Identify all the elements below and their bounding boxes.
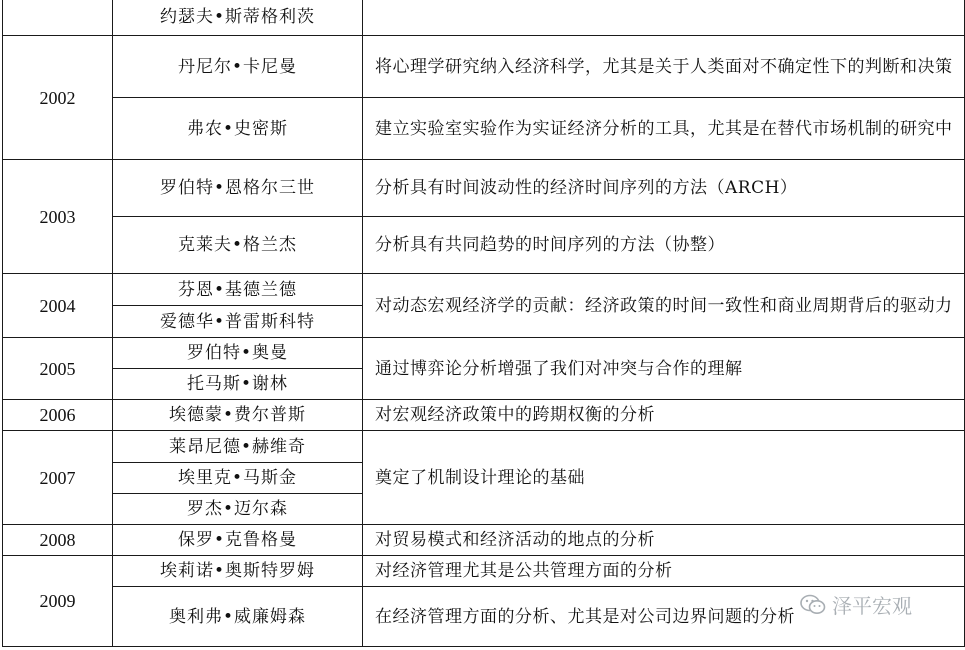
contribution-cell: 通过博弈论分析增强了我们对冲突与合作的理解 (363, 338, 965, 400)
laureate-name: 弗农•史密斯 (113, 98, 363, 160)
table-row (3, 98, 965, 160)
laureate-name: 罗伯特•奥曼 (113, 338, 363, 369)
year-cell (3, 0, 113, 36)
watermark (800, 590, 912, 619)
contribution-cell: 奠定了机制设计理论的基础 (363, 431, 965, 525)
watermark-text: 泽平宏观 (832, 594, 912, 618)
year-cell: 2004 (3, 274, 113, 338)
laureate-name: 爱德华•普雷斯科特 (113, 306, 363, 338)
laureate-name: 芬恩•基德兰德 (113, 274, 363, 306)
laureate-name: 托马斯•谢林 (113, 369, 363, 400)
laureate-name: 埃里克•马斯金 (113, 463, 363, 494)
contribution-cell (363, 0, 965, 36)
table-row (3, 400, 965, 431)
table-row (3, 431, 965, 463)
laureate-name: 埃德蒙•费尔普斯 (113, 400, 363, 431)
year-cell: 2006 (3, 400, 113, 431)
contribution-cell: 将心理学研究纳入经济科学，尤其是关于人类面对不确定性下的判断和决策 (363, 36, 965, 98)
contribution-cell: 分析具有共同趋势的时间序列的方法（协整） (363, 217, 965, 274)
table-row (3, 338, 965, 369)
year-cell: 2008 (3, 525, 113, 556)
table-row (3, 36, 965, 98)
contribution-cell: 对经济管理尤其是公共管理方面的分析 (363, 556, 965, 587)
contribution-cell: 在经济管理方面的分析、尤其是对公司边界问题的分析 (363, 587, 965, 647)
laureate-name: 丹尼尔•卡尼曼 (113, 36, 363, 98)
contribution-cell: 对动态宏观经济学的贡献：经济政策的时间一致性和商业周期背后的驱动力 (363, 274, 965, 338)
laureate-name: 罗杰•迈尔森 (113, 494, 363, 525)
year-cell: 2007 (3, 431, 113, 525)
laureate-name: 保罗•克鲁格曼 (113, 525, 363, 556)
laureate-name: 埃莉诺•奥斯特罗姆 (113, 556, 363, 587)
nobel-economics-table (2, 0, 965, 647)
table-row (3, 556, 965, 587)
year-cell: 2003 (3, 160, 113, 274)
contribution-cell: 分析具有时间波动性的经济时间序列的方法（ARCH） (363, 160, 965, 217)
laureate-name: 约瑟夫•斯蒂格利茨 (113, 0, 363, 36)
laureate-name: 莱昂尼德•赫维奇 (113, 431, 363, 463)
laureate-name: 克莱夫•格兰杰 (113, 217, 363, 274)
table-row (3, 217, 965, 274)
table-row (3, 160, 965, 217)
wechat-icon (800, 594, 826, 616)
year-cell: 2009 (3, 556, 113, 647)
year-cell: 2002 (3, 36, 113, 160)
laureate-name: 奥利弗•威廉姆森 (113, 587, 363, 647)
contribution-cell: 对贸易模式和经济活动的地点的分析 (363, 525, 965, 556)
table-row (3, 525, 965, 556)
laureate-name: 罗伯特•恩格尔三世 (113, 160, 363, 217)
table-row (3, 0, 965, 36)
table-row (3, 274, 965, 306)
contribution-cell: 对宏观经济政策中的跨期权衡的分析 (363, 400, 965, 431)
year-cell: 2005 (3, 338, 113, 400)
contribution-cell: 建立实验室实验作为实证经济分析的工具，尤其是在替代市场机制的研究中 (363, 98, 965, 160)
